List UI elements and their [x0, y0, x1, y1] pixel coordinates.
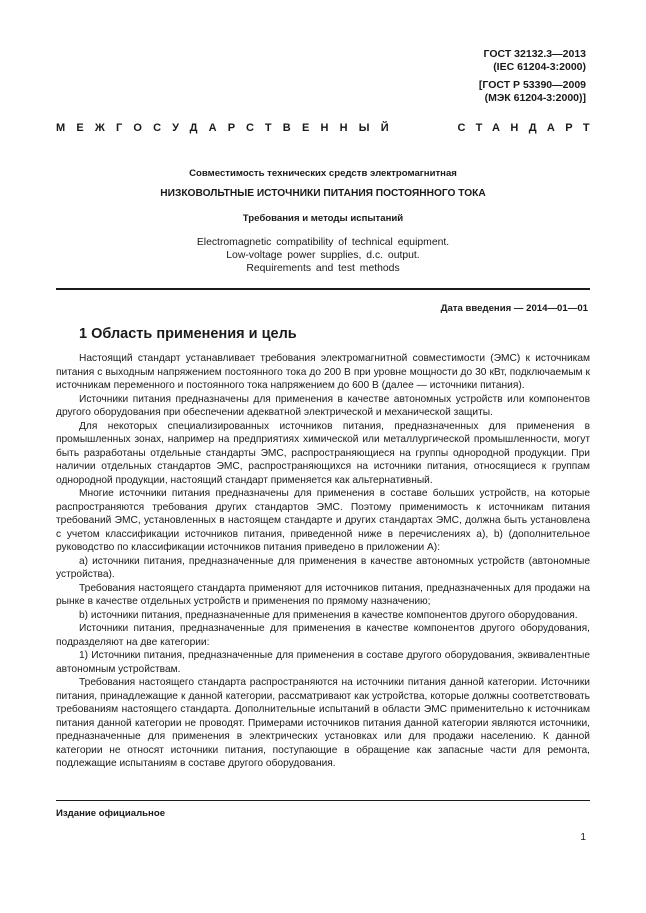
- title-divider: [56, 288, 590, 290]
- section-heading: 1 Область применения и цель: [79, 326, 297, 342]
- standard-code-iec: (IEC 61204-3:2000): [493, 61, 586, 73]
- official-edition-label: Издание официальное: [56, 808, 166, 819]
- standard-code-gost-r: [ГОСТ Р 53390—2009: [478, 79, 586, 91]
- paragraph: Источники питания, предназначенные для применения в качестве компонентов другого оборудования, подразделяют на две категории:: [56, 623, 590, 648]
- paragraph: b) источники питания, предназначенные для применения в качестве компонентов другого оборудования.: [79, 609, 578, 621]
- introduction-date: Дата введения — 2014—01—01: [440, 303, 588, 314]
- title-subject: Совместимость технических средств электромагнитная: [189, 168, 457, 179]
- title-english: [56, 236, 590, 275]
- english-line: Requirements and test methods: [246, 263, 400, 274]
- banner-right: СТАНДАРТ: [457, 122, 600, 134]
- paragraph: 1) Источники питания, предназначенные для применения в составе другого оборудования, эквивалентные автономным устройствам.: [56, 650, 590, 675]
- standard-banner: [56, 122, 600, 136]
- standard-code-mek: (МЭК 61204-3:2000)]: [484, 92, 586, 104]
- paragraph: Требования настоящего стандарта распространяются на источники питания данной категории. Источники питания, принадлежащие к данной категории, рассматривают как устройства, которые должны соответствовать требованиям настоящего стандарта. Дополнительные испытаний в области ЭМС применительно к источникам питания данной категории не проводят. Примерами источников питания данной категории являются источники, предназначенные для применения в электрических установках или для продажи населению. К данной категории не относят источники питания, поступающие в обращение как запасные части для ремонта, подлежащие испытаниям в составе другого оборудования.: [56, 677, 590, 769]
- paragraph: Многие источники питания предназначены для применения в составе больших устройств, на которые распространяются требования других стандартов ЭМС. Поэтому применимость к источникам питания требований ЭМС, установленных в настоящем стандарте и других стандартах ЭМС, должна быть установлена с учетом классификации источников питания, приведенной ниже в перечислениях а), b) (дополнительное руководство по классификации источников питания приведено в приложении А):: [56, 488, 590, 553]
- english-line: Electromagnetic compatibility of technical equipment.: [196, 237, 450, 248]
- page-number: 1: [580, 832, 586, 843]
- english-line: Low-voltage power supplies, d.c. output.: [226, 250, 420, 261]
- title-subtitle: Требования и методы испытаний: [242, 213, 404, 224]
- body-text: [56, 352, 590, 771]
- paragraph: Требования настоящего стандарта применяют для источников питания, предназначенных для продажи на рынке в качестве отдельных устройств и применения по прямому назначению;: [56, 582, 590, 607]
- banner-left: МЕЖГОСУДАРСТВЕННЫЙ: [56, 122, 400, 134]
- standard-code: ГОСТ 32132.3—2013: [483, 48, 586, 60]
- footer-divider: [56, 800, 590, 801]
- paragraph: Источники питания предназначены для применения в качестве автономных устройств или компонентов другого оборудования при обеспечении адекватной электрической и механической защиты.: [56, 393, 590, 418]
- paragraph: Настоящий стандарт устанавливает требования электромагнитной совместимости (ЭМС) к источникам питания с выходным напряжением постоянного тока до 200 В при уровне мощности до 30 кВт, подключаемым к источникам переменного и постоянного тока напряжением до 600 В (далее — источники питания).: [56, 353, 590, 391]
- title-name: НИЗКОВОЛЬТНЫЕ ИСТОЧНИКИ ПИТАНИЯ ПОСТОЯННОГО ТОКА: [160, 188, 486, 199]
- paragraph: a) источники питания, предназначенные для применения в качестве автономных устройств (автономные устройства).: [56, 555, 590, 580]
- standard-codes: [479, 48, 586, 105]
- paragraph: Для некоторых специализированных источников питания, предназначенных для применения в промышленных зонах, например на предприятиях химической или металлургической промышленности, могут быть разработаны отдельные стандарты ЭМС, распространяющиеся на группы однородной продукции. При наличии отдельных стандартов ЭМС, распространяющихся на источники питания, относящиеся к группам однородной продукции, настоящий стандарт применяется как альтернативный.: [56, 420, 590, 486]
